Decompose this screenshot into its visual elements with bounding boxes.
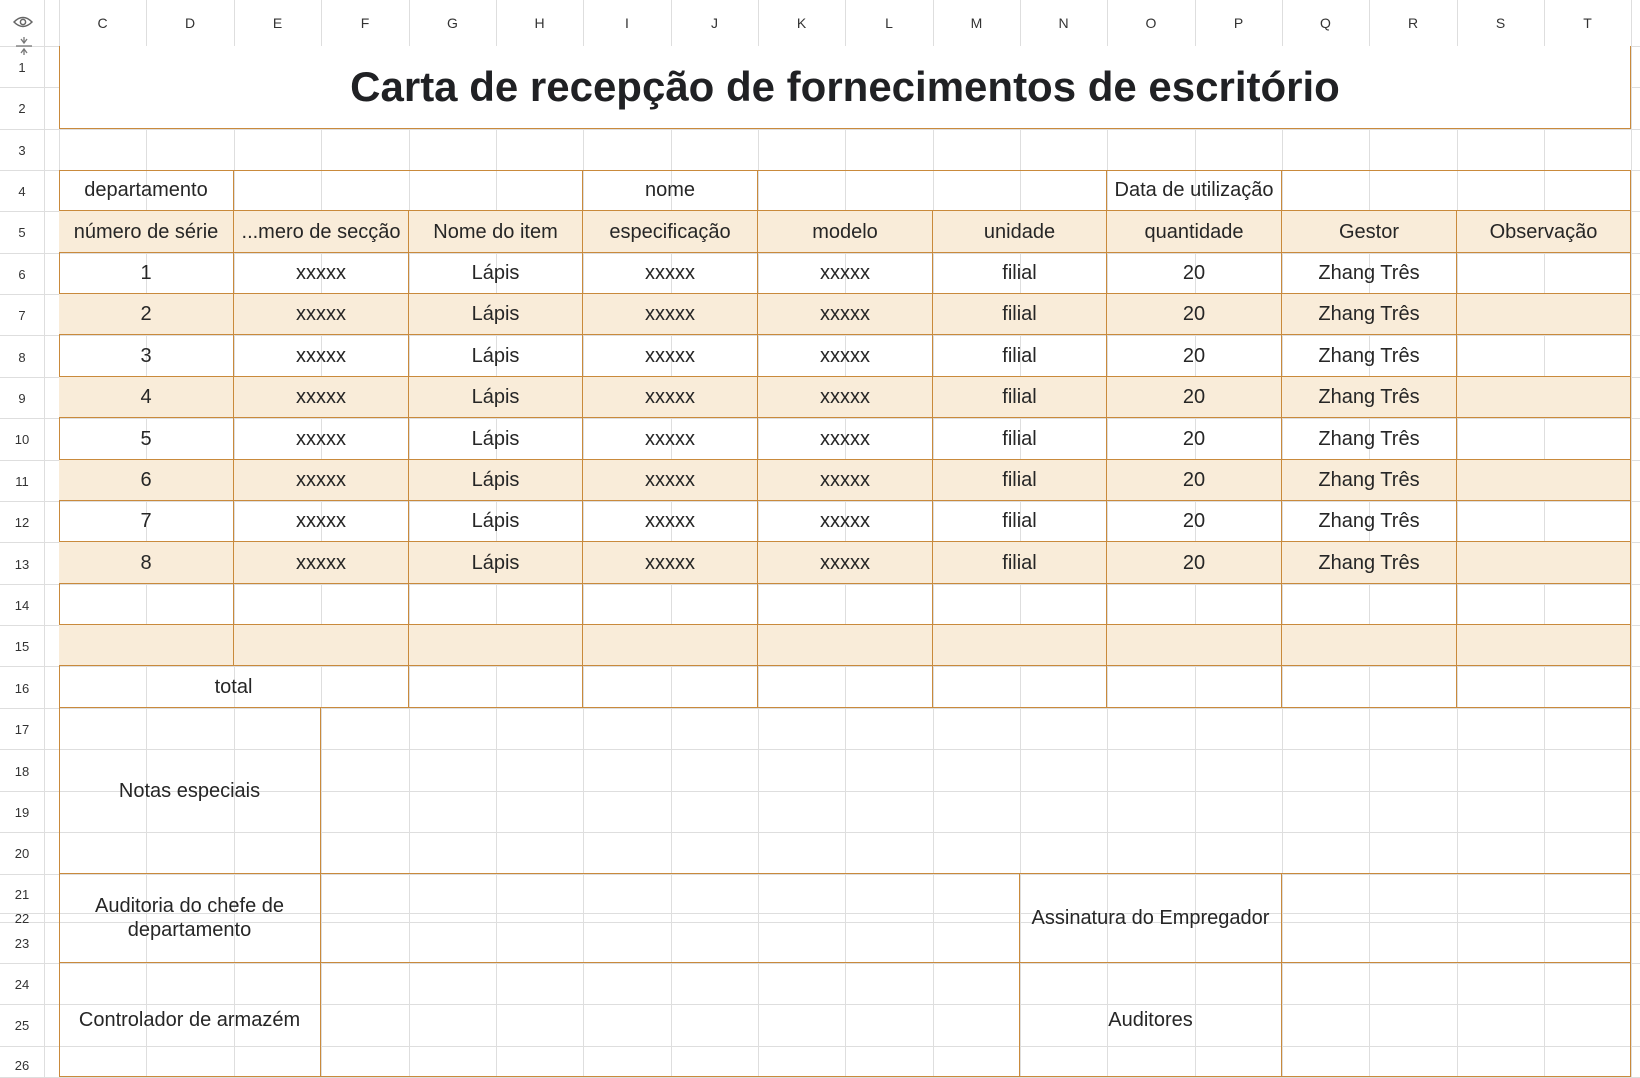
row-header-12[interactable]: 12 bbox=[14, 514, 30, 530]
table-cell[interactable]: xxxxx bbox=[583, 294, 758, 335]
table-cell[interactable]: xxxxx bbox=[758, 253, 933, 294]
row-header-23[interactable]: 23 bbox=[14, 935, 30, 951]
total-cell[interactable] bbox=[583, 666, 758, 708]
table-cell[interactable] bbox=[1107, 584, 1282, 625]
table-cell[interactable]: xxxxx bbox=[583, 253, 758, 294]
table-cell[interactable]: xxxxx bbox=[234, 460, 409, 501]
table-cell[interactable]: xxxxx bbox=[758, 377, 933, 418]
column-header-j[interactable]: J bbox=[711, 15, 718, 31]
column-header-s[interactable]: S bbox=[1495, 15, 1506, 31]
table-cell[interactable]: filial bbox=[933, 418, 1107, 460]
table-cell[interactable]: 5 bbox=[59, 418, 234, 460]
table-cell[interactable] bbox=[758, 584, 933, 625]
table-cell[interactable]: 20 bbox=[1107, 253, 1282, 294]
row-header-5[interactable]: 5 bbox=[18, 224, 26, 240]
table-cell[interactable]: 20 bbox=[1107, 460, 1282, 501]
table-header-2[interactable]: ...mero de secção bbox=[234, 211, 409, 253]
table-cell[interactable]: 20 bbox=[1107, 377, 1282, 418]
table-cell[interactable]: xxxxx bbox=[758, 418, 933, 460]
column-header-f[interactable]: F bbox=[360, 15, 370, 31]
table-header-3[interactable]: Nome do item bbox=[409, 211, 583, 253]
table-cell[interactable]: xxxxx bbox=[583, 377, 758, 418]
column-header-o[interactable]: O bbox=[1145, 15, 1157, 31]
special-notes-label[interactable]: Notas especiais bbox=[59, 708, 321, 874]
column-header-r[interactable]: R bbox=[1407, 15, 1419, 31]
table-cell[interactable]: filial bbox=[933, 542, 1107, 584]
special-notes-value[interactable] bbox=[321, 708, 1631, 874]
row-header-3[interactable]: 3 bbox=[18, 142, 26, 158]
total-cell[interactable] bbox=[1282, 666, 1457, 708]
table-cell[interactable]: xxxxx bbox=[234, 418, 409, 460]
table-cell[interactable] bbox=[1457, 294, 1631, 335]
row-header-16[interactable]: 16 bbox=[14, 680, 30, 696]
table-cell[interactable]: xxxxx bbox=[583, 542, 758, 584]
table-header-6[interactable]: unidade bbox=[933, 211, 1107, 253]
table-cell[interactable]: xxxxx bbox=[234, 253, 409, 294]
table-cell[interactable]: filial bbox=[933, 253, 1107, 294]
table-cell[interactable]: xxxxx bbox=[758, 460, 933, 501]
name-value[interactable] bbox=[758, 170, 1107, 211]
table-cell[interactable] bbox=[1282, 625, 1457, 666]
row-header-7[interactable]: 7 bbox=[18, 307, 26, 323]
table-cell[interactable]: xxxxx bbox=[583, 418, 758, 460]
table-cell[interactable] bbox=[1457, 418, 1631, 460]
table-cell[interactable]: Lápis bbox=[409, 377, 583, 418]
warehouse-controller-label[interactable]: Controlador de armazém bbox=[59, 963, 321, 1077]
table-cell[interactable] bbox=[234, 625, 409, 666]
table-cell[interactable]: 6 bbox=[59, 460, 234, 501]
column-header-q[interactable]: Q bbox=[1320, 15, 1331, 31]
table-cell[interactable]: 20 bbox=[1107, 542, 1282, 584]
date-value[interactable] bbox=[1282, 170, 1631, 211]
table-header-4[interactable]: especificação bbox=[583, 211, 758, 253]
row-header-17[interactable]: 17 bbox=[14, 721, 30, 737]
row-header-25[interactable]: 25 bbox=[14, 1017, 30, 1033]
table-cell[interactable]: Lápis bbox=[409, 335, 583, 377]
table-cell[interactable]: filial bbox=[933, 335, 1107, 377]
total-cell[interactable] bbox=[933, 666, 1107, 708]
table-cell[interactable]: xxxxx bbox=[758, 294, 933, 335]
table-cell[interactable]: Zhang Três bbox=[1282, 501, 1457, 542]
table-cell[interactable]: xxxxx bbox=[758, 501, 933, 542]
table-cell[interactable]: Lápis bbox=[409, 294, 583, 335]
total-cell[interactable] bbox=[758, 666, 933, 708]
table-cell[interactable]: Zhang Três bbox=[1282, 418, 1457, 460]
total-cell[interactable] bbox=[1107, 666, 1282, 708]
table-cell[interactable]: xxxxx bbox=[758, 542, 933, 584]
table-cell[interactable]: Lápis bbox=[409, 418, 583, 460]
table-cell[interactable]: filial bbox=[933, 377, 1107, 418]
row-header-4[interactable]: 4 bbox=[18, 183, 26, 199]
table-cell[interactable]: Zhang Três bbox=[1282, 253, 1457, 294]
table-cell[interactable]: Zhang Três bbox=[1282, 460, 1457, 501]
auditors-value[interactable] bbox=[1282, 963, 1631, 1077]
table-cell[interactable]: 2 bbox=[59, 294, 234, 335]
table-cell[interactable]: Lápis bbox=[409, 501, 583, 542]
row-header-9[interactable]: 9 bbox=[18, 390, 26, 406]
employer-signature-value[interactable] bbox=[1282, 874, 1631, 963]
table-cell[interactable] bbox=[933, 625, 1107, 666]
auditors-label[interactable]: Auditores bbox=[1020, 963, 1282, 1077]
row-header-13[interactable]: 13 bbox=[14, 556, 30, 572]
table-cell[interactable] bbox=[409, 584, 583, 625]
row-header-15[interactable]: 15 bbox=[14, 638, 30, 654]
date-label[interactable]: Data de utilização bbox=[1107, 170, 1282, 211]
row-header-24[interactable]: 24 bbox=[14, 976, 30, 992]
department-value[interactable] bbox=[234, 170, 583, 211]
table-cell[interactable]: filial bbox=[933, 294, 1107, 335]
dept-head-audit-value[interactable] bbox=[321, 874, 1020, 963]
table-cell[interactable]: xxxxx bbox=[234, 501, 409, 542]
table-header-7[interactable]: quantidade bbox=[1107, 211, 1282, 253]
table-header-1[interactable]: número de série bbox=[59, 211, 234, 253]
row-header-10[interactable]: 10 bbox=[14, 431, 30, 447]
column-header-m[interactable]: M bbox=[970, 15, 983, 31]
table-cell[interactable]: xxxxx bbox=[583, 460, 758, 501]
row-header-2[interactable]: 2 bbox=[18, 100, 26, 116]
table-cell[interactable]: xxxxx bbox=[758, 335, 933, 377]
table-cell[interactable]: filial bbox=[933, 460, 1107, 501]
row-header-11[interactable]: 11 bbox=[15, 473, 29, 489]
table-cell[interactable] bbox=[758, 625, 933, 666]
table-cell[interactable]: xxxxx bbox=[234, 335, 409, 377]
table-cell[interactable]: Lápis bbox=[409, 542, 583, 584]
table-cell[interactable]: 3 bbox=[59, 335, 234, 377]
department-label[interactable]: departamento bbox=[59, 170, 234, 211]
row-header-20[interactable]: 20 bbox=[14, 845, 30, 861]
column-header-g[interactable]: G bbox=[447, 15, 458, 31]
page-title: Carta de recepção de fornecimentos de escritório bbox=[59, 46, 1631, 129]
table-cell[interactable]: xxxxx bbox=[234, 542, 409, 584]
table-cell[interactable] bbox=[59, 584, 234, 625]
table-cell[interactable] bbox=[1457, 584, 1631, 625]
table-cell[interactable] bbox=[1457, 335, 1631, 377]
row-header-21[interactable]: 21 bbox=[14, 886, 30, 902]
column-header-i[interactable]: I bbox=[625, 15, 629, 31]
eye-icon[interactable] bbox=[12, 12, 34, 32]
name-label[interactable]: nome bbox=[583, 170, 758, 211]
table-cell[interactable]: 8 bbox=[59, 542, 234, 584]
dept-head-audit-label[interactable]: Auditoria do chefe de departamento bbox=[59, 874, 321, 963]
table-cell[interactable]: xxxxx bbox=[234, 377, 409, 418]
column-header-e[interactable]: E bbox=[272, 15, 283, 31]
table-cell[interactable] bbox=[583, 584, 758, 625]
table-cell[interactable]: 20 bbox=[1107, 294, 1282, 335]
table-cell[interactable] bbox=[409, 625, 583, 666]
table-cell[interactable]: 20 bbox=[1107, 501, 1282, 542]
table-cell[interactable] bbox=[1107, 625, 1282, 666]
table-cell[interactable]: Zhang Três bbox=[1282, 294, 1457, 335]
column-header-l[interactable]: L bbox=[885, 15, 893, 31]
table-cell[interactable] bbox=[59, 625, 234, 666]
table-cell[interactable]: filial bbox=[933, 501, 1107, 542]
row-header-1[interactable]: 1 bbox=[18, 59, 26, 75]
table-cell[interactable]: xxxxx bbox=[234, 294, 409, 335]
column-header-t[interactable]: T bbox=[1583, 15, 1592, 31]
total-cell[interactable] bbox=[409, 666, 583, 708]
table-cell[interactable] bbox=[583, 625, 758, 666]
table-cell[interactable] bbox=[1457, 253, 1631, 294]
freeze-rows-icon[interactable] bbox=[15, 37, 33, 55]
total-label[interactable]: total bbox=[59, 666, 409, 708]
table-cell[interactable] bbox=[234, 584, 409, 625]
table-cell[interactable]: 7 bbox=[59, 501, 234, 542]
table-cell[interactable]: Zhang Três bbox=[1282, 335, 1457, 377]
table-cell[interactable] bbox=[1457, 377, 1631, 418]
column-header-n[interactable]: N bbox=[1058, 15, 1069, 31]
table-cell[interactable]: 20 bbox=[1107, 418, 1282, 460]
table-cell[interactable] bbox=[1457, 501, 1631, 542]
column-header-k[interactable]: K bbox=[796, 15, 807, 31]
table-cell[interactable]: Zhang Três bbox=[1282, 377, 1457, 418]
row-header-14[interactable]: 14 bbox=[14, 597, 30, 613]
column-header-d[interactable]: D bbox=[184, 15, 196, 31]
table-cell[interactable]: Zhang Três bbox=[1282, 542, 1457, 584]
table-cell[interactable]: 1 bbox=[59, 253, 234, 294]
employer-signature-label[interactable]: Assinatura do Empregador bbox=[1020, 874, 1282, 963]
row-header-19[interactable]: 19 bbox=[14, 804, 30, 820]
total-cell[interactable] bbox=[1457, 666, 1631, 708]
column-header-h[interactable]: H bbox=[534, 15, 545, 31]
row-header-6[interactable]: 6 bbox=[18, 266, 26, 282]
column-header-p[interactable]: P bbox=[1233, 15, 1244, 31]
table-cell[interactable]: 4 bbox=[59, 377, 234, 418]
row-header-26[interactable]: 26 bbox=[14, 1057, 30, 1073]
row-header-8[interactable]: 8 bbox=[18, 349, 26, 365]
table-header-9[interactable]: Observação bbox=[1457, 211, 1631, 253]
warehouse-controller-value[interactable] bbox=[321, 963, 1020, 1077]
table-header-8[interactable]: Gestor bbox=[1282, 211, 1457, 253]
table-cell[interactable] bbox=[933, 584, 1107, 625]
table-cell[interactable]: Lápis bbox=[409, 460, 583, 501]
table-cell[interactable] bbox=[1282, 584, 1457, 625]
table-header-5[interactable]: modelo bbox=[758, 211, 933, 253]
column-header-c[interactable]: C bbox=[97, 15, 108, 31]
table-cell[interactable]: Lápis bbox=[409, 253, 583, 294]
table-cell[interactable] bbox=[1457, 460, 1631, 501]
table-cell[interactable] bbox=[1457, 542, 1631, 584]
table-cell[interactable] bbox=[1457, 625, 1631, 666]
row-header-18[interactable]: 18 bbox=[14, 763, 30, 779]
table-cell[interactable]: xxxxx bbox=[583, 501, 758, 542]
row-header-22[interactable]: 22 bbox=[14, 910, 30, 926]
table-cell[interactable]: xxxxx bbox=[583, 335, 758, 377]
table-cell[interactable]: 20 bbox=[1107, 335, 1282, 377]
